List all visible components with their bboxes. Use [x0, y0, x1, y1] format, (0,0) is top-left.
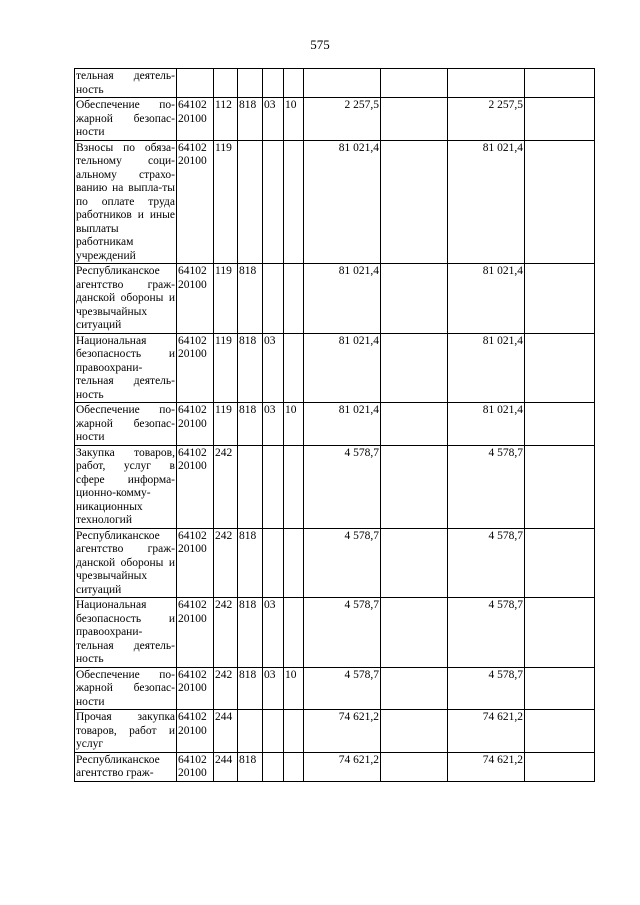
- table-row: [75, 98, 595, 141]
- cell-expense-type: 242: [214, 445, 238, 528]
- cell-target-article: 64102 20100: [177, 710, 214, 753]
- cell-amount: 2 257,5: [304, 98, 381, 141]
- table-row: [75, 403, 595, 446]
- cell-target-article: 64102 20100: [177, 445, 214, 528]
- budget-table: [74, 68, 595, 782]
- cell-extra: [381, 69, 448, 98]
- table-row: [75, 752, 595, 781]
- cell-name: Обеспечение по-жарной безопас-ности: [76, 404, 175, 443]
- cell-extra-2: [525, 140, 595, 264]
- cell-target-article: 64102 20100: [177, 667, 214, 710]
- cell-expense-type: 119: [214, 333, 238, 403]
- cell-subsection: [284, 264, 304, 334]
- cell-extra-2: [525, 528, 595, 598]
- cell-amount: 81 021,4: [304, 264, 381, 334]
- cell-amount: [304, 69, 381, 98]
- cell-name: Национальная безопасность и правоохрани-тельная деятель-ность: [76, 599, 175, 665]
- cell-amount-2: 81 021,4: [448, 333, 525, 403]
- cell-extra-2: [525, 98, 595, 141]
- cell-subsection: 10: [284, 403, 304, 446]
- cell-section: 03: [263, 667, 284, 710]
- cell-section: [263, 445, 284, 528]
- cell-amount-2: 81 021,4: [448, 264, 525, 334]
- cell-name: Закупка товаров, работ, услуг в сфере информа-ционно-комму-никационных технологий: [76, 446, 175, 526]
- cell-name: Республиканское агентство граж-: [75, 752, 177, 781]
- cell-extra: [381, 140, 448, 264]
- cell-extra: [381, 528, 448, 598]
- cell-amount-2: 4 578,7: [448, 598, 525, 668]
- page-number: 575: [310, 37, 330, 52]
- cell-extra: [381, 598, 448, 668]
- cell-name: Прочая закупка товаров, работ и услуг: [76, 711, 175, 750]
- cell-extra: [381, 333, 448, 403]
- cell-target-article: 64102 20100: [177, 98, 214, 141]
- cell-ministry-code: [238, 710, 263, 753]
- cell-section: 03: [263, 598, 284, 668]
- cell-expense-type: 242: [214, 667, 238, 710]
- cell-amount-2: 4 578,7: [448, 445, 525, 528]
- cell-target-article: 64102 20100: [177, 333, 214, 403]
- cell-extra: [381, 667, 448, 710]
- cell-subsection: [284, 69, 304, 98]
- cell-section: [263, 264, 284, 334]
- table-row: [75, 333, 595, 403]
- table-row: [75, 667, 595, 710]
- cell-amount-2: 4 578,7: [448, 528, 525, 598]
- cell-ministry-code: 818: [238, 667, 263, 710]
- cell-extra-2: [525, 69, 595, 98]
- cell-target-article: 64102 20100: [177, 598, 214, 668]
- cell-subsection: [284, 333, 304, 403]
- cell-target-article: 64102 20100: [177, 264, 214, 334]
- cell-amount-2: 4 578,7: [448, 667, 525, 710]
- cell-name: Республиканское агентство граж-данской обороны и чрезвычайных ситуаций: [76, 265, 175, 331]
- cell-expense-type: [214, 69, 238, 98]
- cell-ministry-code: 818: [238, 98, 263, 141]
- cell-amount: 4 578,7: [304, 528, 381, 598]
- cell-ministry-code: 818: [238, 264, 263, 334]
- cell-ministry-code: [238, 69, 263, 98]
- cell-amount-2: 74 621,2: [448, 710, 525, 753]
- cell-extra-2: [525, 403, 595, 446]
- cell-extra: [381, 98, 448, 141]
- cell-name: тельная деятель-ность: [76, 70, 175, 96]
- cell-amount: 4 578,7: [304, 445, 381, 528]
- cell-ministry-code: [238, 445, 263, 528]
- cell-amount: 4 578,7: [304, 598, 381, 668]
- cell-section: [263, 752, 284, 781]
- cell-extra-2: [525, 710, 595, 753]
- cell-extra-2: [525, 264, 595, 334]
- cell-amount: 4 578,7: [304, 667, 381, 710]
- table-body: [75, 69, 595, 782]
- cell-target-article: 64102 20100: [177, 752, 214, 781]
- cell-target-article: 64102 20100: [177, 403, 214, 446]
- cell-target-article: 64102 20100: [177, 140, 214, 264]
- cell-target-article: [177, 69, 214, 98]
- cell-subsection: 10: [284, 667, 304, 710]
- cell-extra: [381, 264, 448, 334]
- cell-expense-type: 242: [214, 528, 238, 598]
- cell-name: Взносы по обяза-тельному соци-альному страхо-ванию на выпла-ты по оплате труда работников и иные выплаты работникам учреждений: [76, 141, 175, 262]
- table-row: [75, 445, 595, 528]
- cell-extra: [381, 710, 448, 753]
- cell-name: Республиканское агентство граж-данской обороны и чрезвычайных ситуаций: [76, 529, 175, 596]
- cell-extra-2: [525, 598, 595, 668]
- cell-subsection: [284, 710, 304, 753]
- cell-section: 03: [263, 98, 284, 141]
- cell-amount: 74 621,2: [304, 752, 381, 781]
- table-row: [75, 710, 595, 753]
- table-row: [75, 264, 595, 334]
- table-row: [75, 69, 595, 98]
- cell-amount-2: 2 257,5: [448, 98, 525, 141]
- cell-amount: 81 021,4: [304, 140, 381, 264]
- cell-ministry-code: 818: [238, 528, 263, 598]
- cell-ministry-code: 818: [238, 403, 263, 446]
- cell-expense-type: 244: [214, 710, 238, 753]
- cell-extra: [381, 445, 448, 528]
- table-row: [75, 598, 595, 668]
- cell-ministry-code: [238, 140, 263, 264]
- cell-extra-2: [525, 667, 595, 710]
- cell-subsection: [284, 752, 304, 781]
- cell-section: [263, 69, 284, 98]
- cell-section: [263, 528, 284, 598]
- cell-expense-type: 119: [214, 403, 238, 446]
- cell-name: Обеспечение по-жарной безопас-ности: [76, 668, 175, 708]
- cell-amount: 81 021,4: [304, 403, 381, 446]
- cell-ministry-code: 818: [238, 333, 263, 403]
- cell-ministry-code: 818: [238, 598, 263, 668]
- cell-section: [263, 710, 284, 753]
- cell-section: [263, 140, 284, 264]
- cell-expense-type: 112: [214, 98, 238, 141]
- cell-name: Национальная безопасность и правоохрани-тельная деятель-ность: [76, 334, 175, 401]
- cell-subsection: 10: [284, 98, 304, 141]
- cell-subsection: [284, 598, 304, 668]
- cell-expense-type: 119: [214, 140, 238, 264]
- cell-amount: 81 021,4: [304, 333, 381, 403]
- cell-subsection: [284, 140, 304, 264]
- cell-extra-2: [525, 752, 595, 781]
- cell-name: Обеспечение по-жарной безопас-ности: [76, 99, 175, 138]
- cell-expense-type: 119: [214, 264, 238, 334]
- cell-extra-2: [525, 333, 595, 403]
- table-row: [75, 140, 595, 264]
- cell-expense-type: 244: [214, 752, 238, 781]
- cell-amount-2: 81 021,4: [448, 403, 525, 446]
- cell-extra: [381, 403, 448, 446]
- cell-amount-2: 81 021,4: [448, 140, 525, 264]
- cell-expense-type: 242: [214, 598, 238, 668]
- cell-amount-2: 74 621,2: [448, 752, 525, 781]
- cell-subsection: [284, 528, 304, 598]
- cell-amount-2: [448, 69, 525, 98]
- cell-subsection: [284, 445, 304, 528]
- cell-extra: [381, 752, 448, 781]
- cell-section: 03: [263, 333, 284, 403]
- cell-section: 03: [263, 403, 284, 446]
- cell-extra-2: [525, 445, 595, 528]
- cell-target-article: 64102 20100: [177, 528, 214, 598]
- cell-amount: 74 621,2: [304, 710, 381, 753]
- table-row: [75, 528, 595, 598]
- cell-ministry-code: 818: [238, 752, 263, 781]
